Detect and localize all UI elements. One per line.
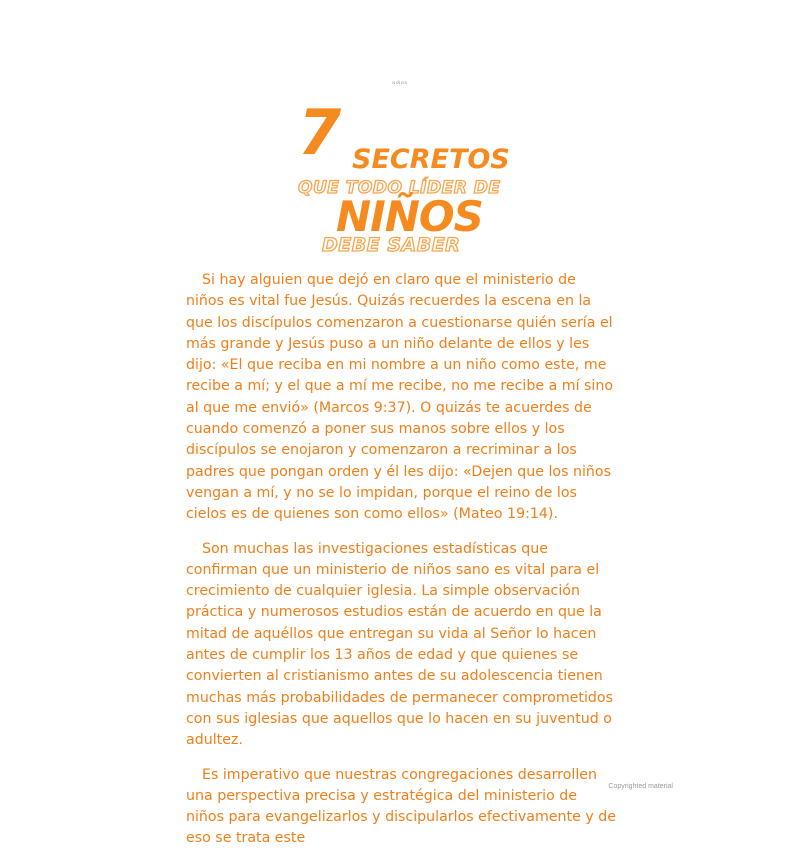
paragraph-1: Si hay alguien que dejó en claro que el ministerio de niños es vital fue Jesús. Quizás recuerdes la escena en la que los discípulos comenzaron a cuestionarse quién sería el más grande y Jesús puso a un niño delante de ellos y les dijo: «El que reciba en mi nombre a un niño como este, me recibe a mí; y el que a mí me recibe, no me recibe a mí sino al que me envió» (Marcos 9:37). O quizás te acuerdes de cuando comenzó a poner sus manos sobre ellos y los discípulos se enojaron y comenzaron a recriminar a los padres que pongan orden y él les dijo: «Dejen que los niños vengan a mí, y no se lo impidan, porque el reino de los cielos es de quienes son como ellos» (Mateo 19:14). xyxy=(186,272,614,523)
logo-line-debe-saber: DEBE SABER xyxy=(322,234,461,256)
copyright-notice: Copyrighted material xyxy=(608,783,673,790)
paragraph-3: Es imperativo que nuestras congregaciones desarrollen una perspectiva precisa y estratégica del ministerio de niños para evangelizarlos y discipularlos efectivamente y de eso se trata este xyxy=(186,766,616,847)
running-header: NIÑOS xyxy=(392,80,408,85)
logo-word-ninos: NIÑOS xyxy=(336,192,483,241)
logo-word-secretos: SECRETOS xyxy=(352,144,510,175)
logo-line-que-todo-lider: QUE TODO LÍDER DE xyxy=(298,178,501,198)
title-logo xyxy=(292,96,512,260)
paragraph-2: Son muchas las investigaciones estadísticas que confirman que un ministerio de niños sano es vital para el crecimiento de cualquier iglesia. La simple observación práctica y numerosos estudios están de acuerdo en que la mitad de aquéllos que entregan su vida al Señor lo hacen antes de cumplir los 13 años de edad y que quienes se convierten al cristianismo antes de su adolescencia tienen muchas más probabilidades de permanecer comprometidos con sus iglesias que aquellos que lo hacen en su juventud o adultez. xyxy=(186,540,613,749)
logo-number: 7 xyxy=(298,96,342,169)
body-text xyxy=(186,270,618,863)
